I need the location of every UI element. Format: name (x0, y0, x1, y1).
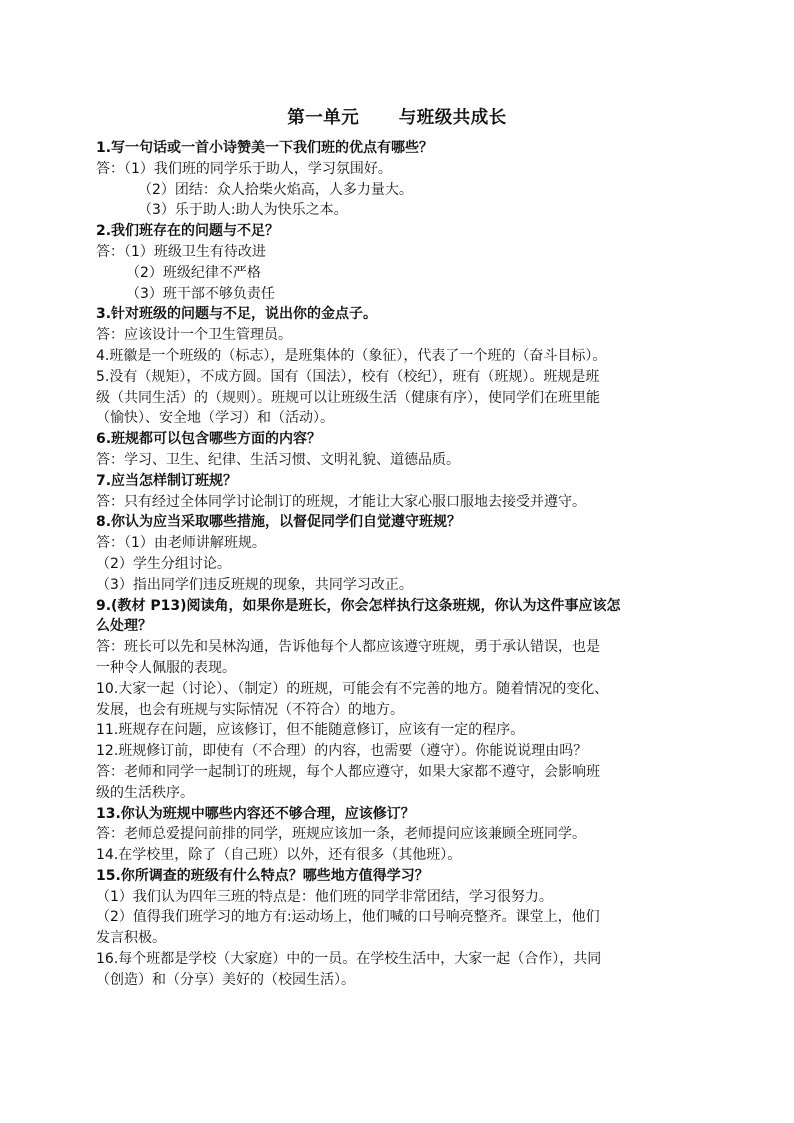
item-10-cont: 发展，也会有班规与实际情况（不符合）的地方。 (96, 701, 404, 718)
answer-line: （2）班级纪律不严格 (126, 264, 261, 281)
answer-line: 答：只有经过全体同学讨论制订的班规，才能让大家心服口服地去接受并遵守。 (96, 493, 586, 510)
page-title: 第一单元 与班级共成长 (287, 108, 507, 128)
question-9-cont: 么处理？ (96, 618, 152, 635)
answer-line: （3）指出同学们违反班规的现象，共同学习改正。 (96, 576, 413, 593)
question-9: 9.(教材 P13)阅读角，如果你是班长，你会怎样执行这条班规，你认为这件事应该怎 (96, 597, 621, 614)
answer-line: （2）学生分组讨论。 (96, 555, 231, 572)
answer-line: （3）乐于助人:助人为快乐之本。 (138, 202, 348, 219)
item-14: 14.在学校里，除了（自己班）以外，还有很多（其他班）。 (96, 847, 462, 864)
answer-line: （2）值得我们班学习的地方有:运动场上，他们喊的口号响亮整齐。课堂上，他们 (96, 909, 600, 926)
answer-line: 一种令人佩服的表现。 (96, 659, 236, 676)
answer-line: 答：（1）我们班的同学乐于助人，学习氛围好。 (96, 160, 392, 177)
question-7: 7.应当怎样制订班规？ (96, 472, 238, 489)
question-8: 8.你认为应当采取哪些措施，以督促同学们自觉遵守班规？ (96, 514, 462, 531)
answer-line: 答：应该设计一个卫生管理员。 (96, 327, 292, 344)
item-5-cont: 级（共同生活）的（规则）。班规可以让班级生活（健康有序），使同学们在班里能 (96, 389, 600, 406)
document-body (96, 138, 696, 991)
answer-line: 答：班长可以先和吴林沟通，告诉他每个人都应该遵守班规，勇于承认错误，也是 (96, 639, 600, 656)
answer-line: （1）我们认为四年三班的特点是：他们班的同学非常团结，学习很努力。 (96, 888, 553, 905)
question-15: 15.你所调查的班级有什么特点？哪些地方值得学习？ (96, 867, 429, 884)
item-10: 10.大家一起（讨论）、（制定）的班规，可能会有不完善的地方。随着情况的变化、 (96, 680, 609, 697)
answer-line: （3）班干部不够负责任 (126, 285, 275, 302)
question-1: 1.写一句话或一首小诗赞美一下我们班的优点有哪些？ (96, 140, 434, 156)
answer-line: （2）团结：众人拾柴火焰高，人多力量大。 (138, 181, 413, 198)
item-5: 5.没有（规矩），不成方圆。国有（国法），校有（校纪），班有（班规）。班规是班 (96, 368, 600, 385)
answer-line: 级的生活秩序。 (96, 784, 194, 801)
item-11: 11.班规存在问题，应该修订，但不能随意修订，应该有一定的程序。 (96, 722, 525, 739)
item-4: 4.班徽是一个班级的（标志），是班集体的（象征），代表了一个班的（奋斗目标）。 (96, 347, 607, 364)
question-2: 2.我们班存在的问题与不足？ (96, 223, 280, 240)
question-6: 6.班规都可以包含哪些方面的内容？ (96, 431, 322, 448)
question-3: 3.针对班级的问题与不足，说出你的金点子。 (96, 306, 378, 323)
answer-line: 答：学习、卫生、纪律、生活习惯、文明礼貌、道德品质。 (96, 451, 460, 468)
answer-line: 答：（1）由老师讲解班规。 (96, 535, 266, 552)
question-13: 13.你认为班规中哪些内容还不够合理，应该修订？ (96, 805, 415, 822)
item-5-cont: （愉快）、安全地（学习）和（活动）。 (96, 410, 334, 427)
answer-line: 答：（1）班级卫生有待改进 (96, 243, 266, 260)
item-16-cont: （创造）和（分享）美好的（校园生活）。 (96, 971, 355, 988)
answer-line: 答：老师总爱提问前排的同学，班规应该加一条，老师提问应该兼顾全班同学。 (96, 826, 586, 843)
answer-line: 答：老师和同学一起制订的班规，每个人都应遵守，如果大家都不遵守，会影响班 (96, 763, 600, 780)
item-16: 16.每个班都是学校（大家庭）中的一员。在学校生活中，大家一起（合作），共同 (96, 951, 602, 968)
item-12: 12.班规修订前，即使有（不合理）的内容，也需要（遵守）。你能说说理由吗？ (96, 743, 588, 760)
answer-line: 发言积极。 (96, 930, 166, 947)
